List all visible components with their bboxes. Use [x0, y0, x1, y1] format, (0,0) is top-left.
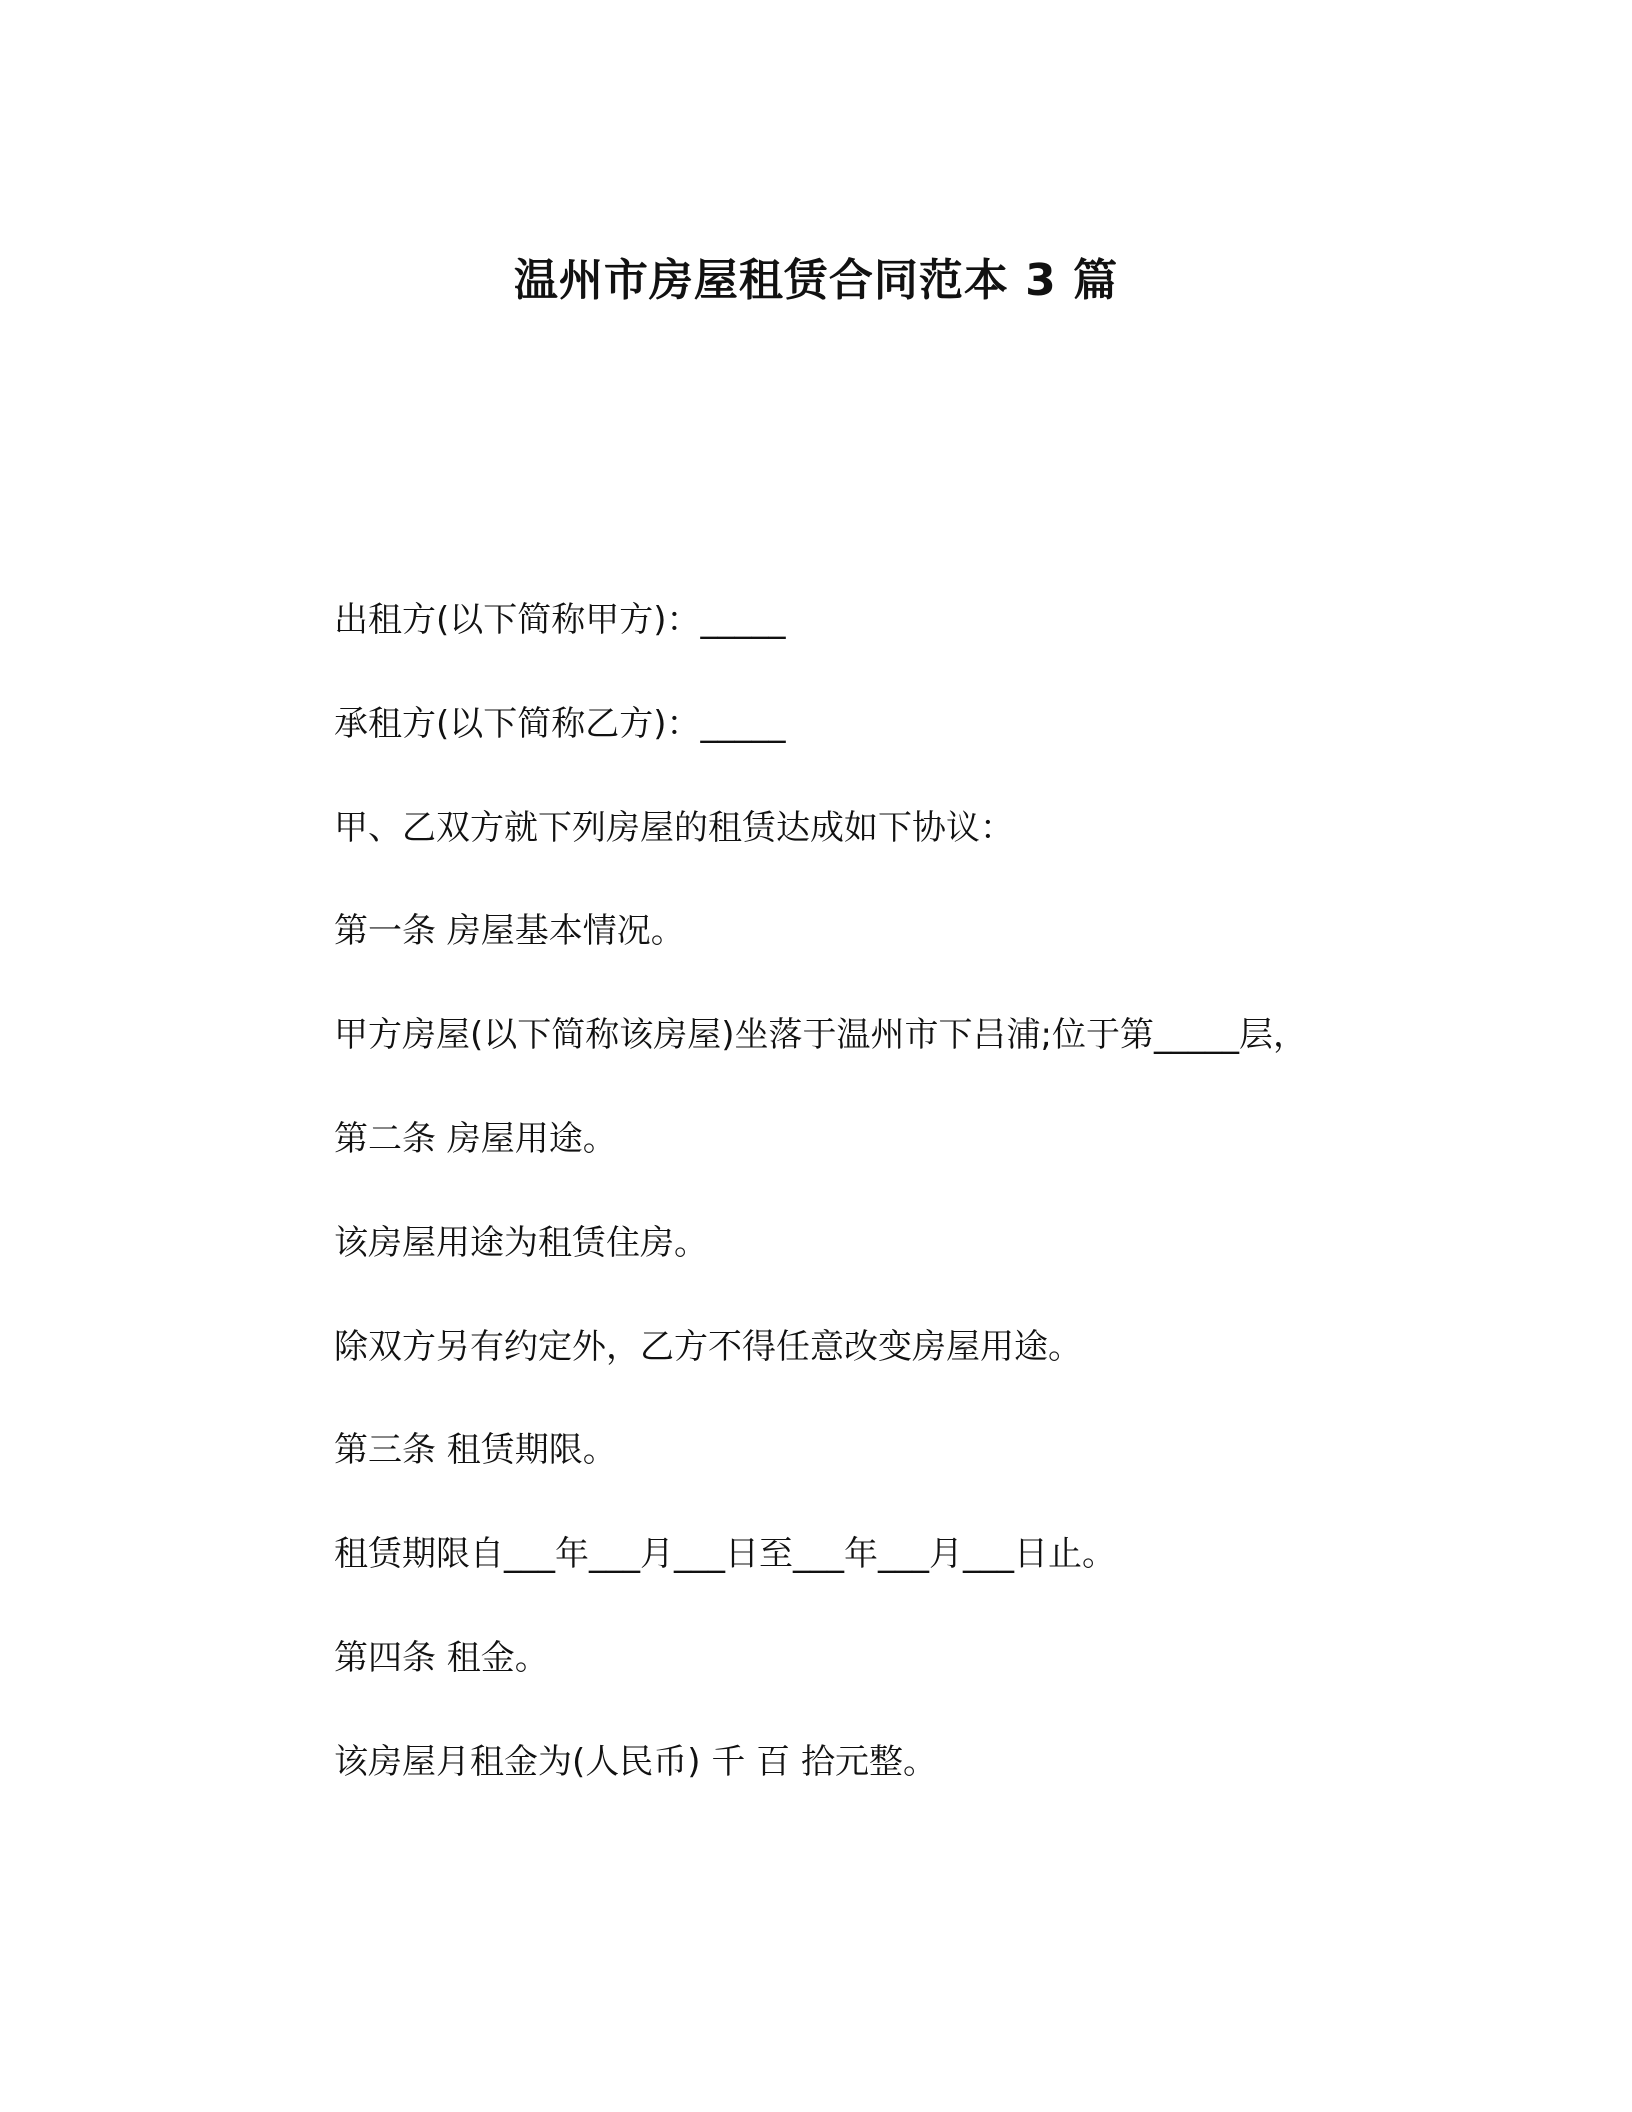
document-body [334, 595, 1494, 1841]
paragraph-lessee: 承租方(以下简称乙方)：_____ [334, 703, 786, 744]
paragraph-lessor: 出租方(以下简称甲方)：_____ [334, 600, 786, 640]
paragraph-agreement-intro: 甲、乙双方就下列房屋的租赁达成如下协议： [334, 807, 1014, 848]
article-4-heading: 第四条 租金。 [334, 1637, 549, 1678]
article-2-text-1: 该房屋用途为租赁住房。 [334, 1222, 708, 1263]
article-1-heading: 第一条 房屋基本情况。 [334, 911, 685, 952]
article-3-heading: 第三条 租赁期限。 [334, 1430, 617, 1471]
article-4-text: 该房屋月租金为(人民币) 千 百 拾元整。 [334, 1741, 937, 1782]
article-2-heading: 第二条 房屋用途。 [334, 1118, 617, 1159]
article-3-text: 租赁期限自___年___月___日至___年___月___日止。 [334, 1534, 1116, 1575]
document-title: 温州市房屋租赁合同范本 3 篇 [513, 255, 1119, 307]
article-2-text-2: 除双方另有约定外，乙方不得任意改变房屋用途。 [334, 1326, 1082, 1367]
article-1-text: 甲方房屋(以下简称该房屋)坐落于温州市下吕浦;位于第_____层， [334, 1015, 1307, 1056]
